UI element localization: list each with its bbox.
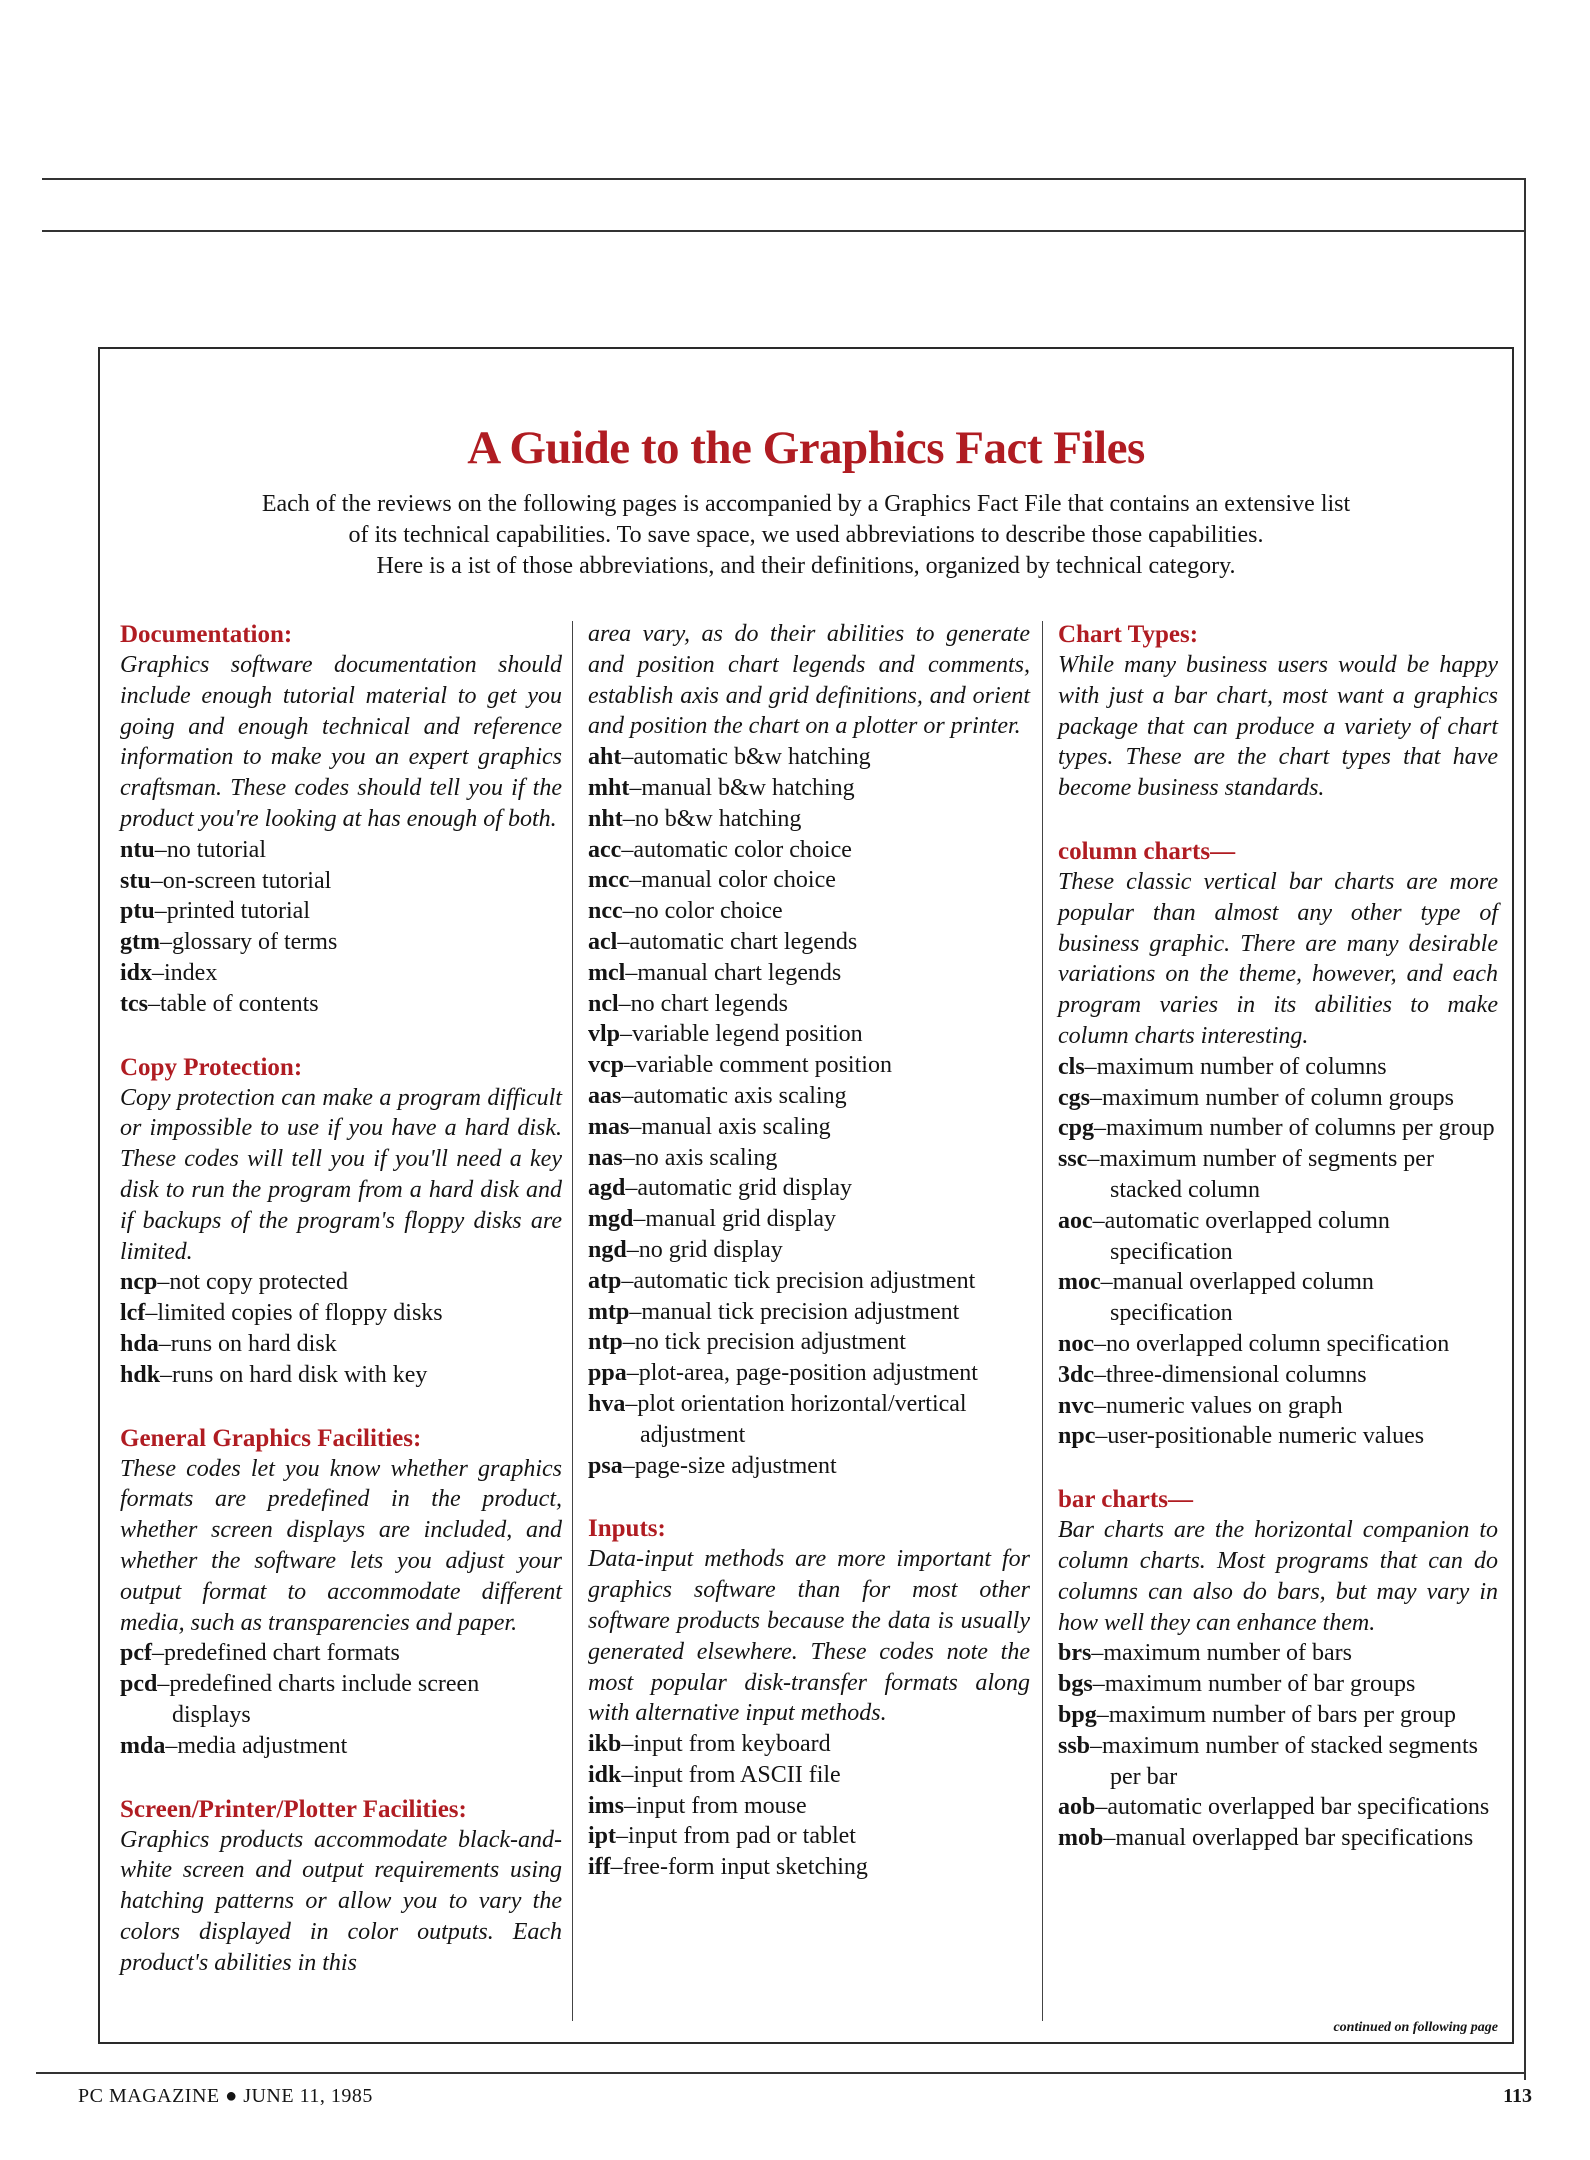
intro-line: Each of the reviews on the following pages is accompanied by a Graphics Fact File that contains an extensive list (261, 491, 1351, 517)
abbreviation-definition: –automatic b&w hatching (621, 744, 871, 771)
abbreviation-code: ppa (588, 1360, 627, 1387)
page-number: 113 (1503, 2085, 1532, 2107)
abbreviation-entry (1058, 1052, 1498, 1083)
abbreviation-entry (588, 1852, 1030, 1883)
abbreviation-code: mas (588, 1113, 630, 1140)
abbreviation-definition: –automatic overlapped bar specifications (1095, 1794, 1490, 1821)
abbreviation-entry (120, 866, 562, 897)
section-heading: column charts— (1058, 837, 1236, 865)
abbreviation-code: lcf (120, 1300, 146, 1327)
abbreviation-code: acl (588, 928, 618, 955)
abbreviation-code: cgs (1058, 1084, 1090, 1111)
abbreviation-code: aob (1058, 1794, 1096, 1821)
abbreviation-entry (588, 1760, 1030, 1791)
section-description: area vary, as do their abilities to generate and position chart legends and comments, establish axis and grid definitions, and orient and position the chart on a plotter or printer. (588, 621, 1030, 740)
abbreviation-definition: –plot-area, page-position adjustment (626, 1360, 978, 1387)
abbreviation-definition: –manual color choice (629, 867, 836, 894)
abbreviation-definition: –no b&w hatching (622, 805, 802, 832)
abbreviation-code: npc (1058, 1423, 1096, 1450)
abbreviation-entry (588, 1266, 1030, 1297)
abbreviation-definition: –maximum number of bars per group (1096, 1701, 1456, 1728)
abbreviation-definition: –input from pad or tablet (616, 1823, 856, 1850)
abbreviation-entry (588, 1112, 1030, 1143)
abbreviation-definition: –no tutorial (154, 836, 267, 863)
abbreviation-entry (588, 927, 1030, 958)
column-divider (1042, 621, 1043, 2021)
abbreviation-code: noc (1058, 1330, 1094, 1357)
abbreviation-code: vlp (588, 1021, 621, 1048)
abbreviation-definition: –predefined chart formats (152, 1640, 400, 1667)
abbreviation-code: hda (120, 1330, 159, 1357)
abbreviation-entry (588, 1050, 1030, 1081)
abbreviation-definition: –variable comment position (624, 1052, 892, 1079)
abbreviation-code: ncc (588, 898, 623, 925)
abbreviation-entry (1058, 1329, 1498, 1360)
abbreviation-entry (588, 1327, 1030, 1358)
section-description: Data-input methods are more important for graphics software than for most other software products because the data is usually generated elsewhere. These codes note the most popular disk-transfer formats along with alternative input methods. (588, 1546, 1030, 1727)
abbreviation-code: cls (1058, 1053, 1085, 1080)
abbreviation-definition: –manual chart legends (625, 959, 842, 986)
abbreviation-entry (588, 773, 1030, 804)
column-divider (572, 621, 573, 2021)
abbreviation-code: aas (588, 1082, 622, 1109)
abbreviation-code: agd (588, 1175, 626, 1202)
abbreviation-entry (588, 958, 1030, 989)
abbreviation-definition: –automatic tick precision adjustment (621, 1267, 976, 1294)
abbreviation-code: ncp (120, 1269, 158, 1296)
abbreviation-code: idk (588, 1761, 622, 1788)
abbreviation-definition: –not copy protected (157, 1269, 348, 1296)
abbreviation-code: ncl (588, 990, 619, 1017)
section (120, 619, 562, 1020)
abbreviation-definition: –maximum number of stacked segments per bar (1090, 1732, 1478, 1790)
abbreviation-code: bgs (1058, 1671, 1093, 1698)
abbreviation-code: nvc (1058, 1392, 1094, 1419)
section-description: Graphics software documentation should include enough tutorial material to get you going and enough technical and reference information to make you an expert graphics craftsman. These codes should tell you if the product you're looking at has enough of both. (120, 652, 562, 832)
abbreviation-entry (1058, 1083, 1498, 1114)
abbreviation-code: mob (1058, 1825, 1104, 1852)
abbreviation-code: hva (588, 1390, 626, 1417)
abbreviation-code: iff (588, 1854, 611, 1881)
section-heading: Copy Protection: (120, 1053, 303, 1081)
abbreviation-definition: –numeric values on graph (1094, 1392, 1343, 1419)
abbreviation-definition: –page-size adjustment (622, 1452, 837, 1479)
abbreviation-definition: –on-screen tutorial (150, 867, 332, 894)
abbreviation-entry (1058, 1113, 1498, 1144)
abbreviation-definition: –no grid display (626, 1236, 783, 1263)
section (588, 1513, 1030, 1883)
abbreviation-code: ssb (1058, 1732, 1091, 1759)
section (120, 1794, 562, 1979)
abbreviation-entry (1058, 1792, 1498, 1823)
abbreviation-code: nas (588, 1144, 623, 1171)
abbreviation-code: hdk (120, 1361, 161, 1388)
abbreviation-definition: –predefined charts include screen displays (157, 1671, 480, 1728)
abbreviation-definition: –plot orientation horizontal/vertical adjustment (625, 1390, 967, 1448)
abbreviation-code: mda (120, 1732, 166, 1759)
abbreviation-code: psa (588, 1452, 623, 1479)
abbreviation-code: aht (588, 744, 622, 771)
abbreviation-entry (588, 896, 1030, 927)
abbreviation-code: tcs (120, 990, 148, 1017)
abbreviation-entry (120, 1731, 562, 1762)
abbreviation-code: atp (588, 1267, 622, 1294)
abbreviation-entry (120, 1360, 562, 1391)
footer-publication: PC MAGAZINE ● JUNE 11, 1985 (78, 2085, 373, 2107)
abbreviation-entry (588, 1081, 1030, 1112)
abbreviation-code: ngd (588, 1236, 627, 1263)
bottom-rule (36, 2072, 1526, 2074)
abbreviation-entry (588, 1389, 1030, 1451)
abbreviation-entry (120, 835, 562, 866)
fact-file-guide-box (98, 347, 1514, 2044)
abbreviation-code: mcl (588, 959, 626, 986)
abbreviation-definition: –input from keyboard (621, 1731, 831, 1758)
column-middle (588, 619, 1030, 1915)
abbreviation-definition: –manual grid display (633, 1206, 836, 1233)
abbreviation-definition: –index (152, 959, 218, 986)
section-heading: Inputs: (588, 1515, 666, 1543)
abbreviation-definition: –three-dimensional columns (1094, 1361, 1367, 1388)
abbreviation-entry (120, 1669, 562, 1731)
abbreviation-definition: –table of contents (147, 990, 319, 1017)
abbreviation-entry (588, 1791, 1030, 1822)
section-description: These classic vertical bar charts are more popular than almost any other type of business graphic. There are many desirable variations on the theme, however, and each program varies in its abilities to make column charts interesting. (1058, 868, 1498, 1049)
abbreviation-entry (1058, 1823, 1498, 1854)
section-description: Copy protection can make a program difficult or impossible to use if you have a hard disk. These codes will tell you if you'll need a key disk to run the program from a hard disk and if backups of the program's floppy disks are limited. (120, 1084, 562, 1265)
abbreviation-definition: –variable legend position (620, 1021, 863, 1048)
abbreviation-entry (588, 1729, 1030, 1760)
section-description: Graphics products accommodate black-and-white screen and output requirements using hatching patterns or allow you to vary the colors displayed in color outputs. Each product's abilities in this (120, 1826, 562, 1976)
abbreviation-entry (588, 1358, 1030, 1389)
intro-line: of its technical capabilities. To save space, we used abbreviations to describe those capabilities. (348, 522, 1264, 548)
abbreviation-definition: –printed tutorial (154, 898, 310, 925)
top-rule-1 (42, 178, 1524, 180)
abbreviation-code: pcd (120, 1671, 158, 1698)
abbreviation-code: mtp (588, 1298, 630, 1325)
abbreviation-code: 3dc (1058, 1361, 1094, 1388)
abbreviation-definition: –maximum number of bars (1091, 1640, 1352, 1667)
section (120, 1052, 562, 1391)
abbreviation-definition: –glossary of terms (159, 929, 338, 956)
abbreviation-code: gtm (120, 929, 160, 956)
abbreviation-definition: –automatic axis scaling (621, 1082, 847, 1109)
abbreviation-code: cpg (1058, 1115, 1094, 1142)
abbreviation-definition: –automatic color choice (621, 836, 852, 863)
abbreviation-definition: –maximum number of bar groups (1092, 1671, 1416, 1698)
column-right (1058, 619, 1498, 1886)
section (1058, 619, 1498, 804)
abbreviation-entry (1058, 1638, 1498, 1669)
abbreviation-entry (588, 1143, 1030, 1174)
abbreviation-code: mgd (588, 1206, 634, 1233)
abbreviation-code: ipt (588, 1823, 617, 1850)
abbreviation-code: mcc (588, 867, 630, 894)
abbreviation-definition: –input from mouse (624, 1792, 807, 1819)
abbreviation-entry (1058, 1267, 1498, 1329)
abbreviation-entry (120, 1638, 562, 1669)
abbreviation-code: ikb (588, 1731, 622, 1758)
abbreviation-definition: –no overlapped column specification (1094, 1330, 1450, 1357)
abbreviation-definition: –no tick precision adjustment (622, 1329, 906, 1356)
abbreviation-code: ssc (1058, 1146, 1088, 1173)
abbreviation-code: brs (1058, 1640, 1092, 1667)
abbreviation-entry (588, 1821, 1030, 1852)
abbreviation-code: ntu (120, 836, 155, 863)
abbreviation-definition: –user-positionable numeric values (1095, 1423, 1425, 1450)
abbreviation-code: nht (588, 805, 623, 832)
abbreviation-entry (1058, 1731, 1498, 1793)
abbreviation-definition: –runs on hard disk with key (160, 1361, 428, 1388)
column-left (120, 619, 562, 2010)
abbreviation-definition: –maximum number of segments per stacked column (1087, 1146, 1434, 1203)
section-description: Bar charts are the horizontal companion to column charts. Most programs that can do columns can also do bars, but may vary in how well they can enhance them. (1058, 1517, 1498, 1636)
abbreviation-entry (588, 1173, 1030, 1204)
abbreviation-entry (120, 958, 562, 989)
intro-paragraph (200, 489, 1412, 582)
section-description: These codes let you know whether graphics formats are predefined in the product, whether screen displays are included, and whether the software lets you adjust your output format to accommodate different media, such as transparencies and paper. (120, 1455, 562, 1636)
abbreviation-code: moc (1058, 1269, 1101, 1296)
section (1058, 836, 1498, 1452)
abbreviation-entry (1058, 1700, 1498, 1731)
abbreviation-code: idx (120, 959, 153, 986)
abbreviation-code: bpg (1058, 1701, 1097, 1728)
abbreviation-entry (1058, 1360, 1498, 1391)
abbreviation-code: stu (120, 867, 151, 894)
abbreviation-entry (588, 1019, 1030, 1050)
abbreviation-entry (588, 1204, 1030, 1235)
abbreviation-entry (1058, 1144, 1498, 1206)
abbreviation-entry (120, 1298, 562, 1329)
abbreviation-entry (1058, 1391, 1498, 1422)
abbreviation-entry (120, 989, 562, 1020)
abbreviation-entry (120, 896, 562, 927)
abbreviation-definition: –maximum number of columns (1084, 1053, 1387, 1080)
article-title: A Guide to the Graphics Fact Files (467, 422, 1145, 474)
abbreviation-definition: –maximum number of columns per group (1094, 1115, 1495, 1142)
continued-note: continued on following page (1333, 2020, 1498, 2035)
abbreviation-code: aoc (1058, 1207, 1093, 1234)
section-heading: Documentation: (120, 621, 293, 648)
section-heading: General Graphics Facilities: (120, 1424, 422, 1452)
abbreviation-definition: –input from ASCII file (621, 1761, 841, 1788)
abbreviation-entry (588, 804, 1030, 835)
abbreviation-entry (588, 865, 1030, 896)
abbreviation-code: ims (588, 1792, 624, 1819)
abbreviation-definition: –automatic grid display (625, 1175, 852, 1202)
intro-line: Here is a ist of those abbreviations, and their definitions, organized by technical category. (376, 553, 1236, 579)
abbreviation-entry (588, 1451, 1030, 1482)
abbreviation-code: ntp (588, 1329, 623, 1356)
abbreviation-definition: –runs on hard disk (158, 1330, 337, 1357)
section (1058, 1484, 1498, 1854)
section-heading: Screen/Printer/Plotter Facilities: (120, 1795, 467, 1823)
abbreviation-entry (120, 927, 562, 958)
abbreviation-definition: –automatic overlapped column specification (1092, 1207, 1390, 1265)
abbreviation-definition: –no color choice (622, 898, 783, 925)
abbreviation-code: mht (588, 774, 630, 801)
abbreviation-definition: –manual axis scaling (629, 1113, 831, 1140)
abbreviation-entry (588, 1235, 1030, 1266)
abbreviation-definition: –manual overlapped bar specifications (1103, 1825, 1474, 1852)
right-vertical-rule (1524, 178, 1526, 2080)
abbreviation-definition: –maximum number of column groups (1090, 1084, 1454, 1111)
section-heading: Chart Types: (1058, 621, 1199, 648)
abbreviation-definition: –free-form input sketching (610, 1854, 868, 1881)
abbreviation-entry (588, 989, 1030, 1020)
abbreviation-entry (588, 835, 1030, 866)
section-heading: bar charts— (1058, 1486, 1193, 1514)
abbreviation-entry (1058, 1421, 1498, 1452)
abbreviation-definition: –manual b&w hatching (629, 774, 855, 801)
abbreviation-definition: –no chart legends (618, 990, 788, 1017)
abbreviation-entry (1058, 1669, 1498, 1700)
abbreviation-entry (1058, 1206, 1498, 1268)
abbreviation-definition: –media adjustment (165, 1732, 348, 1759)
abbreviation-code: vcp (588, 1052, 624, 1079)
abbreviation-entry (588, 742, 1030, 773)
abbreviation-definition: –limited copies of floppy disks (145, 1300, 443, 1327)
abbreviation-definition: –manual overlapped column specification (1100, 1269, 1374, 1327)
abbreviation-entry (120, 1267, 562, 1298)
abbreviation-entry (120, 1329, 562, 1360)
abbreviation-definition: –automatic chart legends (617, 928, 858, 955)
abbreviation-code: ptu (120, 898, 155, 925)
section (588, 619, 1030, 1481)
abbreviation-definition: –no axis scaling (622, 1144, 778, 1171)
abbreviation-definition: –manual tick precision adjustment (629, 1298, 960, 1325)
abbreviation-entry (588, 1297, 1030, 1328)
section-description: While many business users would be happy with just a bar chart, most want a graphics package that can produce a variety of chart types. These are the chart types that have become business standards. (1058, 652, 1498, 802)
top-rule-2 (42, 230, 1524, 232)
section (120, 1423, 562, 1762)
abbreviation-code: pcf (120, 1640, 152, 1667)
abbreviation-code: acc (588, 836, 622, 863)
